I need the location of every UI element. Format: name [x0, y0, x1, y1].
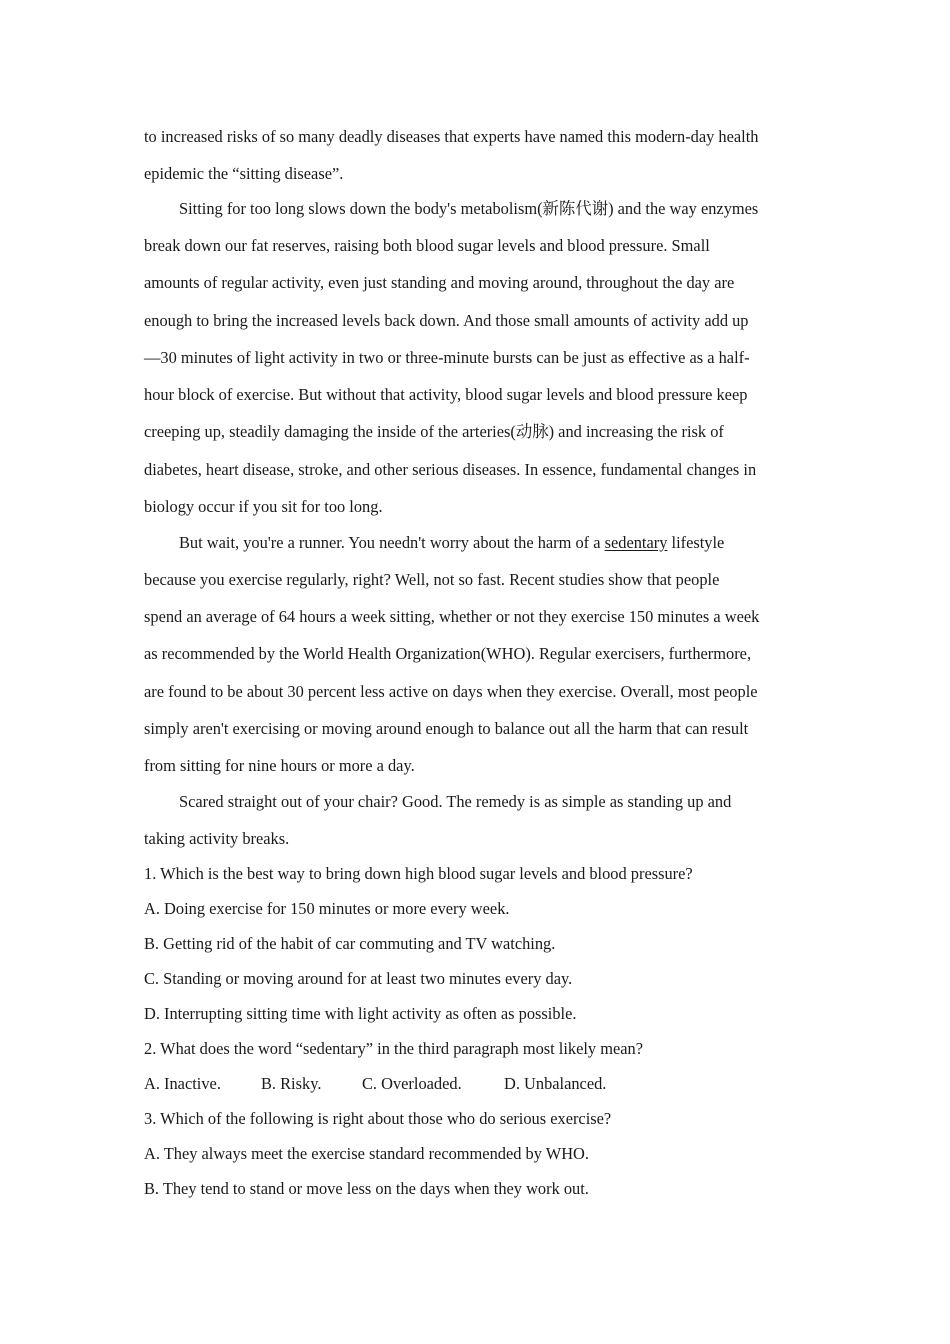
question-stem: 3. Which of the following is right about those who do serious exercise?: [144, 1109, 612, 1128]
answer-option: A. Inactive.: [144, 1074, 221, 1093]
passage-text: lifestyle: [667, 533, 725, 552]
answer-option: B. Getting rid of the habit of car commuting and TV watching.: [144, 934, 556, 953]
underlined-word: sedentary: [604, 533, 668, 552]
answer-option: B. Risky.: [261, 1074, 322, 1093]
answer-option: C. Overloaded.: [362, 1074, 462, 1093]
passage-line: —30 minutes of light activity in two or three-minute bursts can be just as effective as a half-: [144, 348, 750, 367]
passage-line: [179, 533, 724, 553]
answer-option: D. Interrupting sitting time with light activity as often as possible.: [144, 1004, 577, 1023]
passage-text: But wait, you're a runner. You needn't worry about the harm of a: [179, 533, 605, 552]
answer-option: B. They tend to stand or move less on the days when they work out.: [144, 1179, 589, 1198]
answer-option: C. Standing or moving around for at least two minutes every day.: [144, 969, 573, 988]
passage-line: from sitting for nine hours or more a day.: [144, 756, 415, 775]
passage-line: diabetes, heart disease, stroke, and other serious diseases. In essence, fundamental changes in: [144, 460, 757, 479]
passage-line: because you exercise regularly, right? Well, not so fast. Recent studies show that people: [144, 570, 720, 589]
question-stem: 1. Which is the best way to bring down high blood sugar levels and blood pressure?: [144, 864, 693, 883]
passage-line: Scared straight out of your chair? Good. The remedy is as simple as standing up and: [179, 792, 732, 811]
passage-line: amounts of regular activity, even just standing and moving around, throughout the day are: [144, 273, 735, 292]
options-row: [144, 1074, 812, 1094]
question-stem: 2. What does the word “sedentary” in the third paragraph most likely mean?: [144, 1039, 643, 1058]
passage-line: enough to bring the increased levels back down. And those small amounts of activity add up: [144, 311, 749, 330]
passage-line: epidemic the “sitting disease”.: [144, 164, 344, 183]
answer-option: D. Unbalanced.: [504, 1074, 607, 1093]
passage-line: Sitting for too long slows down the body's metabolism(新陈代谢) and the way enzymes: [179, 199, 759, 218]
passage-line: are found to be about 30 percent less active on days when they exercise. Overall, most people: [144, 682, 758, 701]
answer-option: A. Doing exercise for 150 minutes or more every week.: [144, 899, 510, 918]
passage-line: hour block of exercise. But without that activity, blood sugar levels and blood pressure keep: [144, 385, 748, 404]
passage-line: spend an average of 64 hours a week sitting, whether or not they exercise 150 minutes a week: [144, 607, 760, 626]
passage-line: taking activity breaks.: [144, 829, 290, 848]
passage-line: simply aren't exercising or moving around enough to balance out all the harm that can result: [144, 719, 749, 738]
passage-line: as recommended by the World Health Organization(WHO). Regular exercisers, furthermore,: [144, 644, 752, 663]
passage-line: creeping up, steadily damaging the inside of the arteries(动脉) and increasing the risk of: [144, 422, 724, 441]
answer-option: A. They always meet the exercise standard recommended by WHO.: [144, 1144, 589, 1163]
passage-line: to increased risks of so many deadly diseases that experts have named this modern-day health: [144, 127, 759, 146]
passage-line: biology occur if you sit for too long.: [144, 497, 383, 516]
passage-line: break down our fat reserves, raising both blood sugar levels and blood pressure. Small: [144, 236, 710, 255]
